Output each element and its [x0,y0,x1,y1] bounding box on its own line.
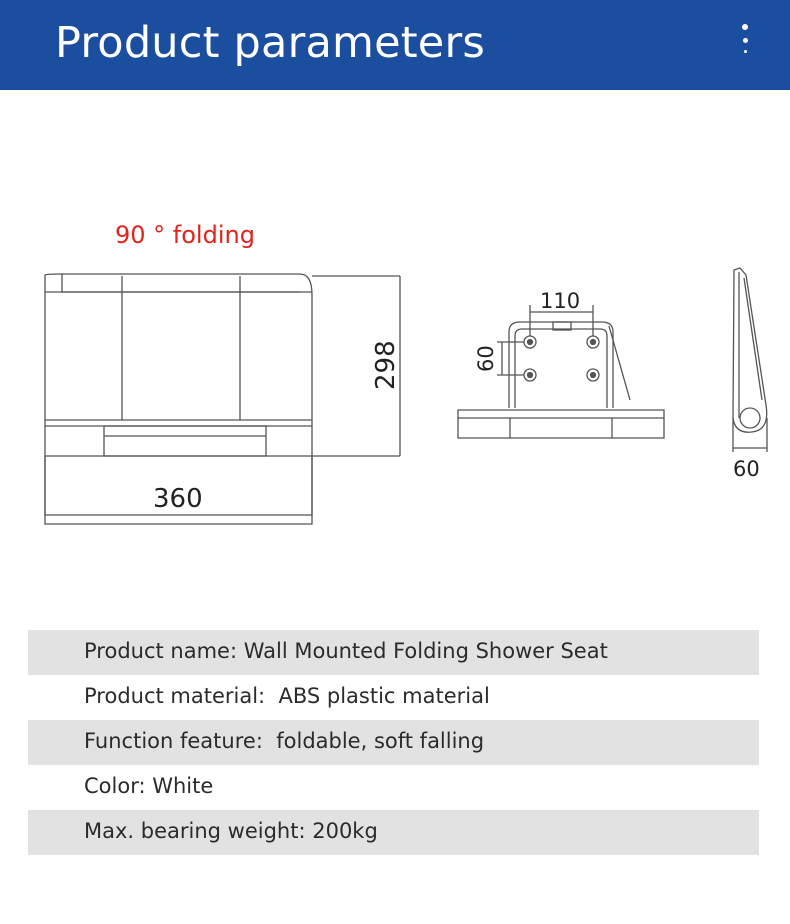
depth-dimension: 60 [733,457,760,481]
param-row-weight [28,810,759,855]
param-text: Function feature: foldable, soft falling [84,729,485,753]
front-view-drawing [45,274,400,524]
hole-spacing-horizontal: 110 [540,289,581,313]
param-row-function [28,720,759,765]
param-text: Color: White [84,774,214,798]
param-row-color [28,765,759,810]
parameter-list [28,630,759,855]
folding-note: 90 ° folding [115,221,255,249]
param-row-material [28,675,759,720]
technical-drawing [0,100,790,620]
header-bar [0,0,790,90]
page-title: Product parameters [55,18,485,68]
param-text: Product name: Wall Mounted Folding Shower Seat [84,639,608,663]
param-text: Max. bearing weight: 200kg [84,819,378,843]
height-dimension: 298 [371,340,401,390]
side-view-drawing [733,268,767,452]
param-row-name [28,630,759,675]
more-vertical-icon[interactable] [740,24,750,60]
param-text: Product material: ABS plastic material [84,684,490,708]
width-dimension: 360 [153,484,203,514]
hole-spacing-vertical: 60 [474,345,498,372]
